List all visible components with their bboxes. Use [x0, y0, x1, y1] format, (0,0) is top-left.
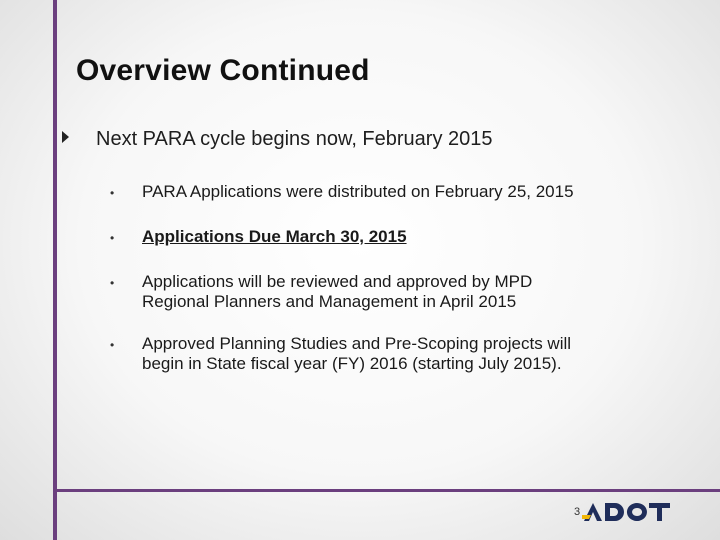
arrow-bullet-icon [62, 131, 69, 143]
sub-bullet-list [108, 182, 588, 396]
sub-bullet-item [108, 334, 588, 374]
sub-bullet-text: Applications will be reviewed and approved by MPD Regional Planners and Management in April 2015 [142, 272, 533, 311]
left-divider [53, 0, 57, 540]
slide-title: Overview Continued [76, 54, 370, 87]
main-bullet-text: Next PARA cycle begins now, February 2015 [96, 128, 493, 150]
sub-bullet-text: Approved Planning Studies and Pre-Scoping projects will begin in State fiscal year (FY) 2016 (starting July 2015). [142, 334, 572, 373]
bottom-divider [53, 489, 720, 492]
page-number: 3 [574, 506, 581, 518]
bullet-dot-icon: • [110, 186, 115, 200]
sub-bullet-item [108, 272, 588, 312]
sub-bullet-text: PARA Applications were distributed on February 25, 2015 [142, 182, 574, 201]
sub-bullet-item [108, 182, 588, 205]
sub-bullet-item [108, 227, 588, 250]
bullet-dot-icon: • [110, 276, 115, 290]
main-bullet [62, 126, 493, 152]
bullet-dot-icon: • [110, 338, 115, 352]
adot-logo [582, 502, 686, 522]
sub-bullet-text-emphasis: Applications Due March 30, 2015 [142, 227, 407, 246]
bullet-dot-icon: • [110, 231, 115, 245]
